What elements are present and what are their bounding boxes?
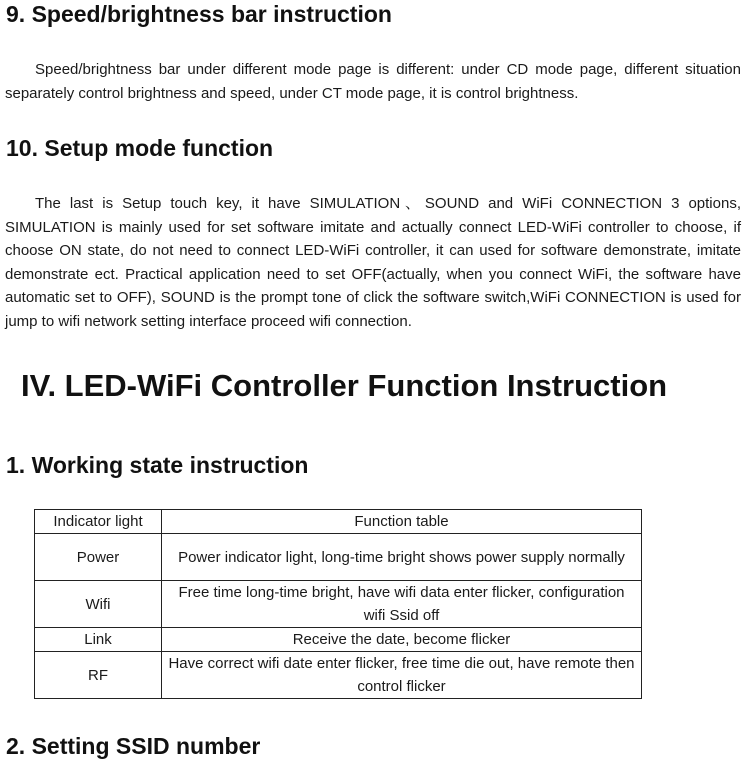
table-row <box>35 652 642 699</box>
table-row <box>35 581 642 628</box>
table-header-cell: Indicator light <box>35 510 162 534</box>
section-9-paragraph: Speed/brightness bar under different mode page is different: under CD mode page, different situation separately control brightness and speed, under CT mode page, it is control brightness. <box>5 61 741 102</box>
section-9-heading: 9. Speed/brightness bar instruction <box>6 1 392 27</box>
table-header-cell: Function table <box>162 510 642 534</box>
section-10-paragraph: The last is Setup touch key, it have SIMULATION、SOUND and WiFi CONNECTION 3 options, SIMULATION is mainly used for set software imitate and actually connect LED-WiFi controller to choose, if choose ON state, do not need to connect LED-WiFi controller, it can used for software demonstrate, imitate demonstrate ect. Practical application need to set OFF(actually, when you connect WiFi, the software have automatic set to OFF), SOUND is the prompt tone of click the software switch,WiFi CONNECTION is used for jump to wifi network setting interface proceed wifi connection. <box>5 195 741 330</box>
section-1-heading: 1. Working state instruction <box>6 452 309 478</box>
section-10-heading: 10. Setup mode function <box>6 135 274 161</box>
working-state-table <box>34 509 642 699</box>
function-cell: Receive the date, become flicker <box>162 628 642 652</box>
indicator-cell: Power <box>35 534 162 581</box>
chapter-4-heading: IV. LED-WiFi Controller Function Instruction <box>21 368 668 403</box>
table-row <box>35 628 642 652</box>
table-header-row <box>35 510 642 534</box>
section-2-heading: 2. Setting SSID number <box>6 733 261 759</box>
table-row <box>35 534 642 581</box>
indicator-cell: RF <box>35 652 162 699</box>
indicator-cell: Link <box>35 628 162 652</box>
function-cell: Have correct wifi date enter flicker, free time die out, have remote then control flicker <box>162 652 642 699</box>
indicator-cell: Wifi <box>35 581 162 628</box>
function-cell: Free time long-time bright, have wifi data enter flicker, configuration wifi Ssid off <box>162 581 642 628</box>
function-cell: Power indicator light, long-time bright shows power supply normally <box>162 534 642 581</box>
